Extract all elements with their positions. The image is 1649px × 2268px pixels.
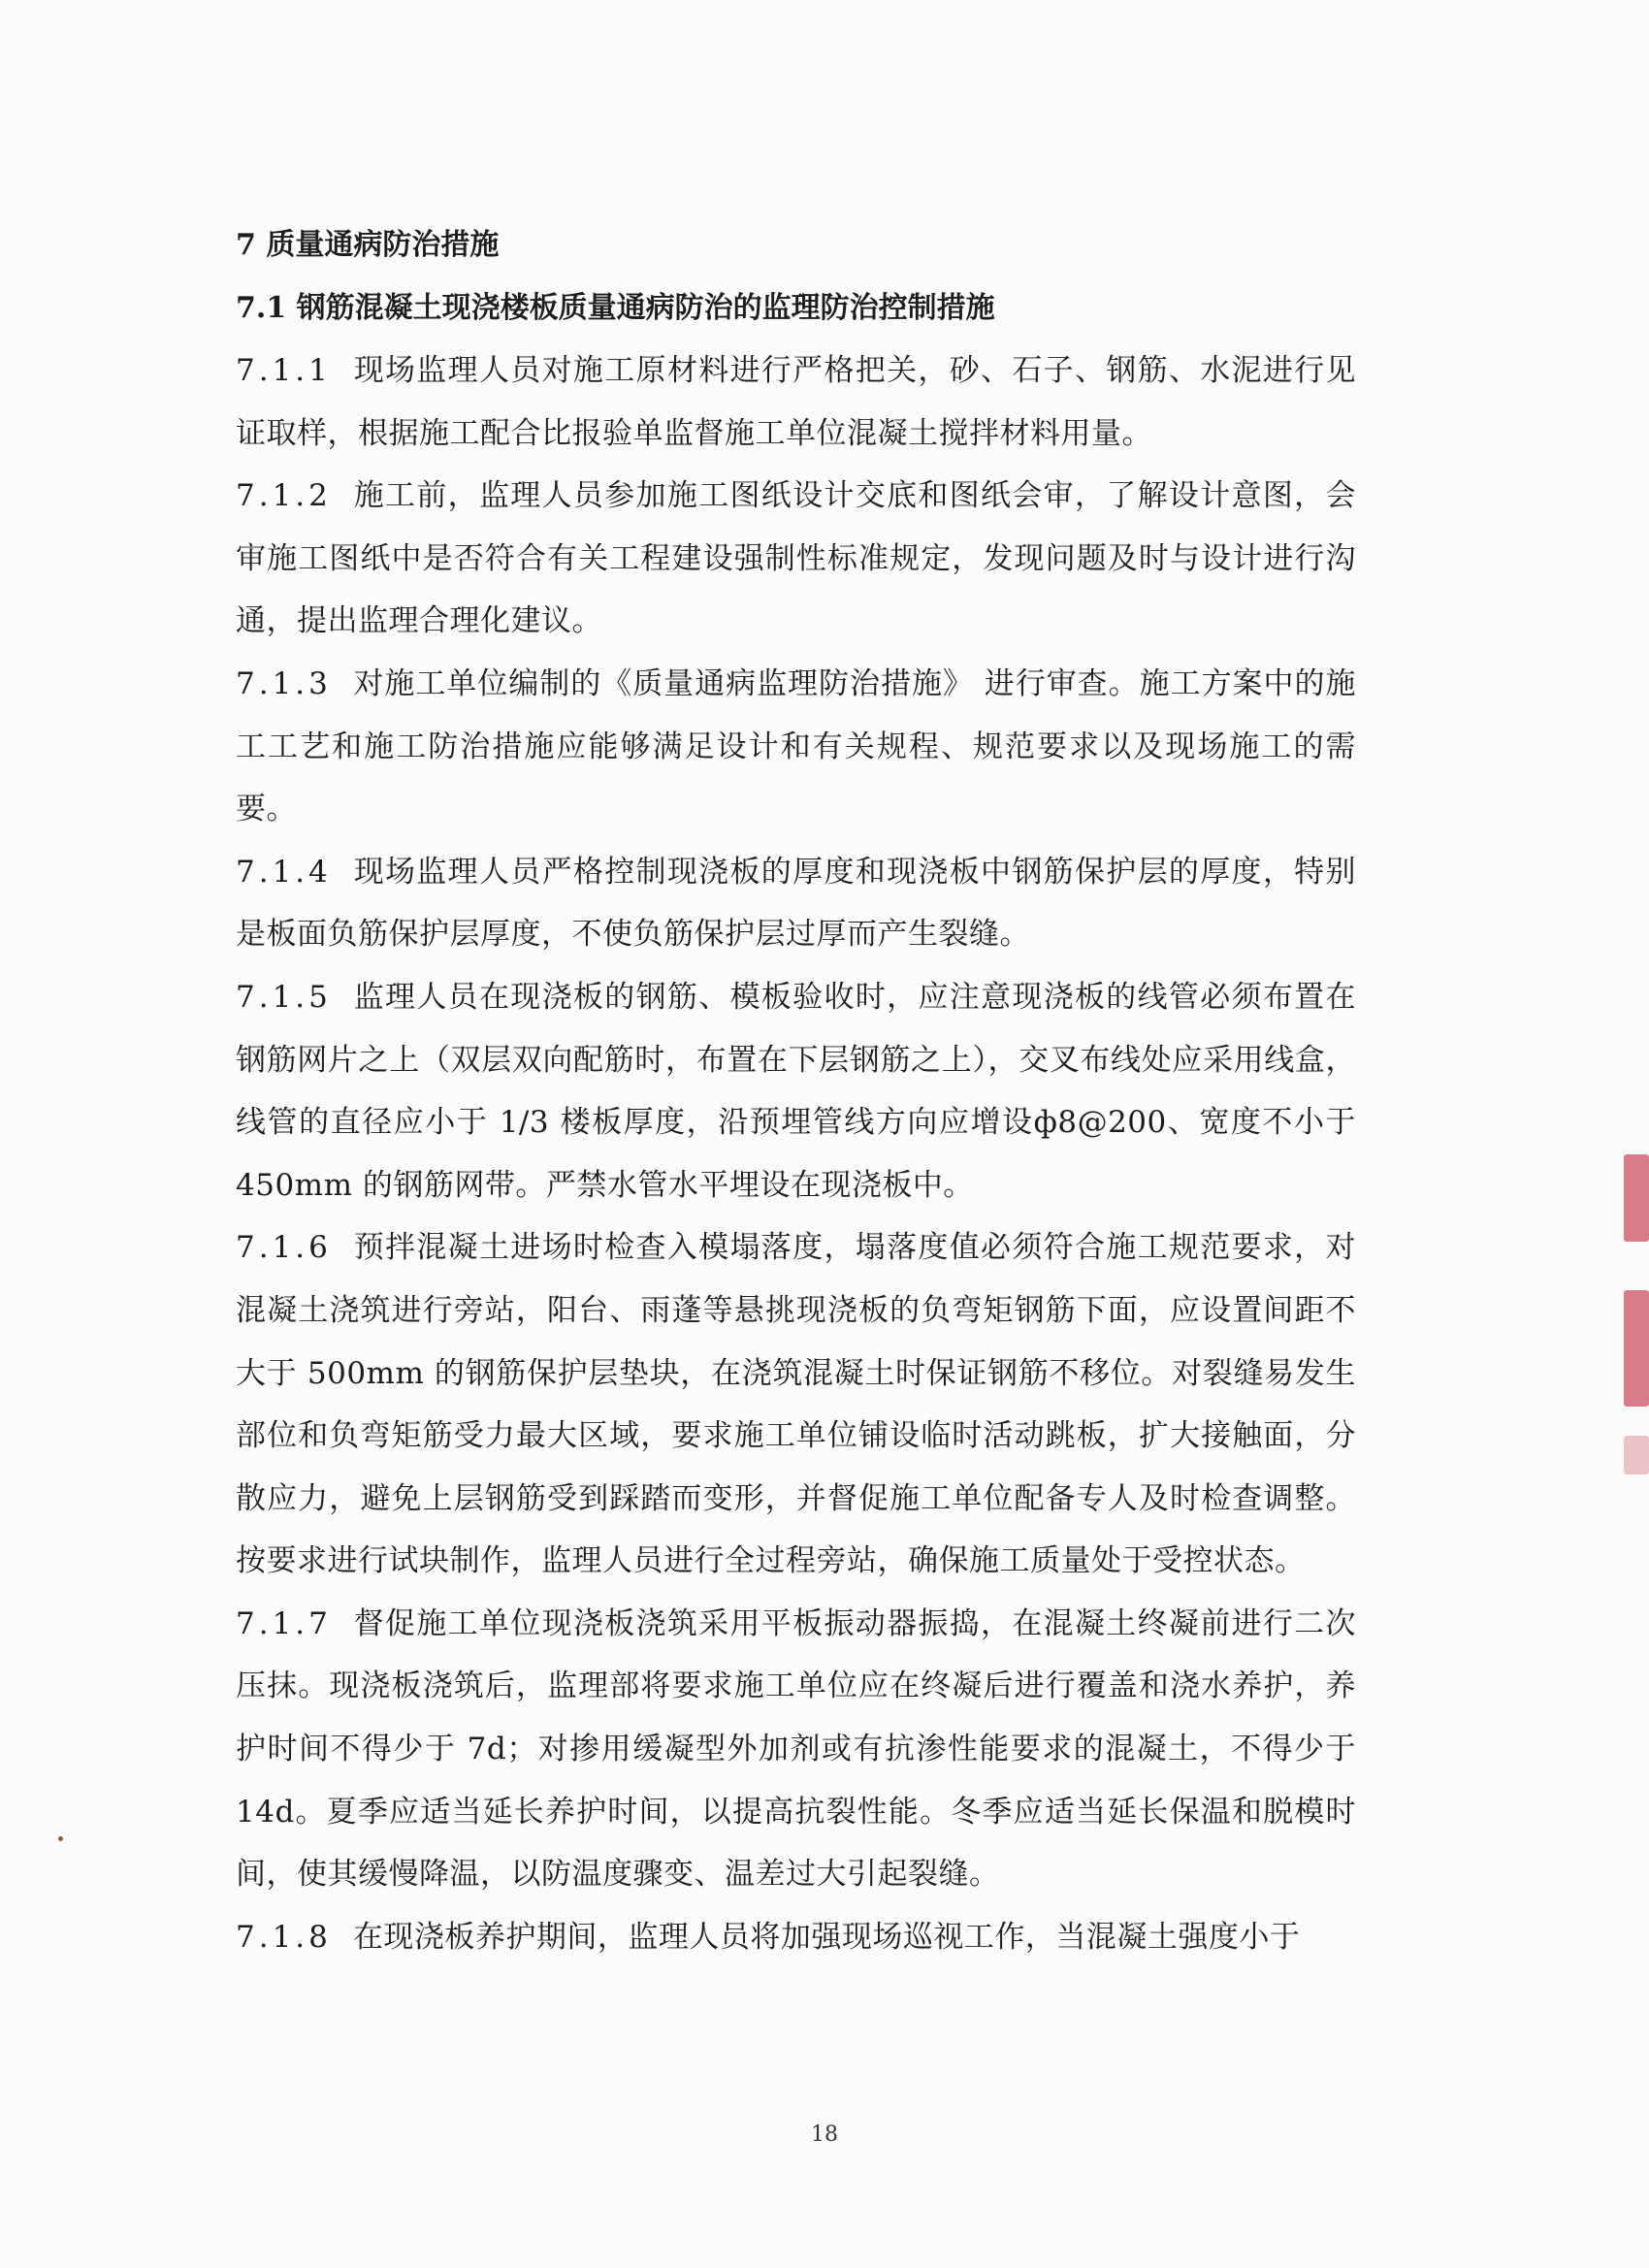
clause-number: 7.1.6: [236, 1230, 332, 1266]
clause-number: 7.1.2: [236, 478, 332, 514]
clause-text: 监理人员在现浇板的钢筋、模板验收时，应注意现浇板的线管必须布置在钢筋网片之上（双层双向配筋时，布置在下层钢筋之上），交叉布线处应采用线盒，线管的直径应小于 1/3 楼板厚度，沿预埋管线方向应增设ф8@200、宽度不小于 450mm 的钢筋网带。严禁水管水平埋设在现浇板中。: [236, 979, 1356, 1203]
clause-text: 预拌混凝土进场时检查入模塌落度，塌落度值必须符合施工规范要求，对混凝土浇筑进行旁站，阳台、雨蓬等悬挑现浇板的负弯矩钢筋下面，应设置间距不大于 500mm 的钢筋保护层垫块，在浇筑混凝土时保证钢筋不移位。对裂缝易发生部位和负弯矩筋受力最大区域，要求施工单位铺设临时活动跳板，扩大接触面，分散应力，避免上层钢筋受到踩踏而变形，并督促施工单位配备专人及时检查调整。按要求进行试块制作，监理人员进行全过程旁站，确保施工质量处于受控状态。: [236, 1230, 1356, 1579]
clause-text: 对施工单位编制的《质量通病监理防治措施》 进行审查。施工方案中的施工工艺和施工防治措施应能够满足设计和有关规程、规范要求以及现场施工的需要。: [236, 665, 1356, 827]
paragraph-7-1-8: [236, 1906, 1356, 1969]
scan-speck: [58, 1836, 63, 1841]
clause-text: 督促施工单位现浇板浇筑采用平板振动器振捣，在混凝土终凝前进行二次压抹。现浇板浇筑后，监理部将要求施工单位应在终凝后进行覆盖和浇水养护，养护时间不得少于 7d；对掺用缓凝型外加剂或有抗渗性能要求的混凝土，不得少于 14d。夏季应适当延长养护时间，以提高抗裂性能。冬季应适当延长保温和脱模时间，使其缓慢降温，以防温度骤变、温差过大引起裂缝。: [236, 1605, 1356, 1893]
paragraph-7-1-4: [236, 841, 1356, 966]
clause-text: 现场监理人员对施工原材料进行严格把关，砂、石子、钢筋、水泥进行见证取样，根据施工配合比报验单监督施工单位混凝土搅拌材料用量。: [236, 353, 1356, 451]
clause-number: 7.1.3: [236, 665, 332, 701]
paragraph-7-1-7: [236, 1593, 1356, 1906]
document-body: [236, 213, 1356, 1968]
seal-stamp-fragment: [1624, 1436, 1649, 1474]
clause-number: 7.1.4: [236, 854, 332, 890]
subsection-heading: 7.1 钢筋混凝土现浇楼板质量通病防治的监理防治控制措施: [236, 291, 995, 325]
clause-text: 现场监理人员严格控制现浇板的厚度和现浇板中钢筋保护层的厚度，特别是板面负筋保护层厚度，不使负筋保护层过厚而产生裂缝。: [236, 854, 1356, 953]
clause-text: 施工前，监理人员参加施工图纸设计交底和图纸会审，了解设计意图，会审施工图纸中是否符合有关工程建设强制性标准规定，发现问题及时与设计进行沟通，提出监理合理化建议。: [236, 478, 1356, 639]
clause-number: 7.1.1: [236, 353, 332, 388]
clause-number: 7.1.5: [236, 979, 332, 1015]
paragraph-7-1-1: [236, 340, 1356, 465]
seal-stamp-fragment: [1624, 1290, 1649, 1407]
clause-number: 7.1.8: [236, 1919, 332, 1955]
paragraph-7-1-3: [236, 653, 1356, 841]
paragraph-7-1-6: [236, 1216, 1356, 1593]
page-number: 18: [811, 2122, 838, 2147]
paragraph-7-1-2: [236, 465, 1356, 653]
clause-number: 7.1.7: [236, 1605, 332, 1641]
seal-stamp-fragment: [1624, 1154, 1649, 1242]
section-heading: 7 质量通病防治措施: [236, 228, 500, 262]
clause-text: 在现浇板养护期间，监理人员将加强现场巡视工作，当混凝土强度小于: [352, 1919, 1301, 1955]
paragraph-7-1-5: [236, 966, 1356, 1216]
